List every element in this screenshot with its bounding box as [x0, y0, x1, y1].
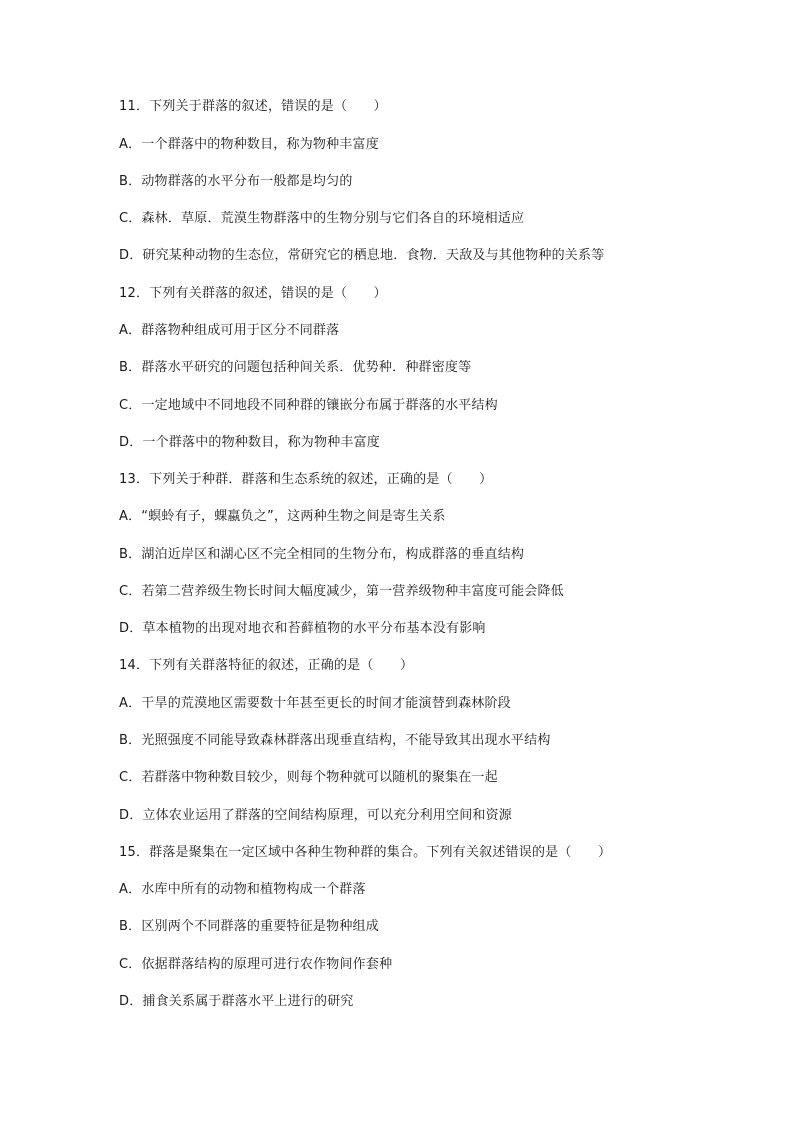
- question-13-option-a: A．“螟蛉有子，蜾蠃负之”，这两种生物之间是寄生关系: [119, 509, 446, 524]
- question-15-stem: 15．群落是聚集在一定区域中各种生物种群的集合。下列有关叙述错误的是（ ）: [119, 845, 612, 860]
- question-12-option-b: B．群落水平研究的问题包括种间关系．优势种．种群密度等: [119, 360, 472, 375]
- question-12-option-d: D．一个群落中的物种数目，称为物种丰富度: [119, 435, 381, 450]
- question-15-option-a: A．水库中所有的动物和植物构成一个群落: [119, 882, 366, 897]
- question-13-option-b: B．湖泊近岸区和湖心区不完全相同的生物分布，构成群落的垂直结构: [119, 547, 525, 562]
- question-11-stem: 11．下列关于群落的叙述，错误的是（ ）: [119, 99, 387, 114]
- question-11-option-a: A．一个群落中的物种数目，称为物种丰富度: [119, 137, 379, 152]
- question-14-stem: 14．下列有关群落特征的叙述，正确的是（ ）: [119, 658, 414, 673]
- question-14-option-a: A．干旱的荒漠地区需要数十年甚至更长的时间才能演替到森林阶段: [119, 696, 511, 711]
- question-12-option-a: A．群落物种组成可用于区分不同群落: [119, 323, 340, 338]
- question-13-stem: 13．下列关于种群．群落和生态系统的叙述，正确的是（ ）: [119, 472, 493, 487]
- question-12-option-c: C．一定地域中不同地段不同种群的镶嵌分布属于群落的水平结构: [119, 398, 498, 413]
- question-11-option-c: C．森林．草原．荒漠生物群落中的生物分别与它们各自的环境相适应: [119, 211, 525, 226]
- question-13-option-c: C．若第二营养级生物长时间大幅度减少，第一营养级物种丰富度可能会降低: [119, 584, 564, 599]
- question-13-option-d: D．草本植物的出现对地衣和苔藓植物的水平分布基本没有影响: [119, 621, 486, 636]
- question-11-option-b: B．动物群落的水平分布一般都是均匀的: [119, 174, 353, 189]
- question-14-option-c: C．若群落中物种数目较少，则每个物种就可以随机的聚集在一起: [119, 770, 498, 785]
- question-14-option-b: B．光照强度不同能导致森林群落出现垂直结构，不能导致其出现水平结构: [119, 733, 551, 748]
- question-15-option-d: D．捕食关系属于群落水平上进行的研究: [119, 994, 354, 1009]
- question-14-option-d: D．立体农业运用了群落的空间结构原理，可以充分利用空间和资源: [119, 808, 513, 823]
- question-15-option-b: B．区别两个不同群落的重要特征是物种组成: [119, 919, 379, 934]
- question-12-stem: 12．下列有关群落的叙述，错误的是（ ）: [119, 286, 387, 301]
- question-15-option-c: C．依据群落结构的原理可进行农作物间作套种: [119, 957, 393, 972]
- question-11-option-d: D．研究某种动物的生态位，常研究它的栖息地．食物．天敌及与其他物种的关系等: [119, 248, 605, 263]
